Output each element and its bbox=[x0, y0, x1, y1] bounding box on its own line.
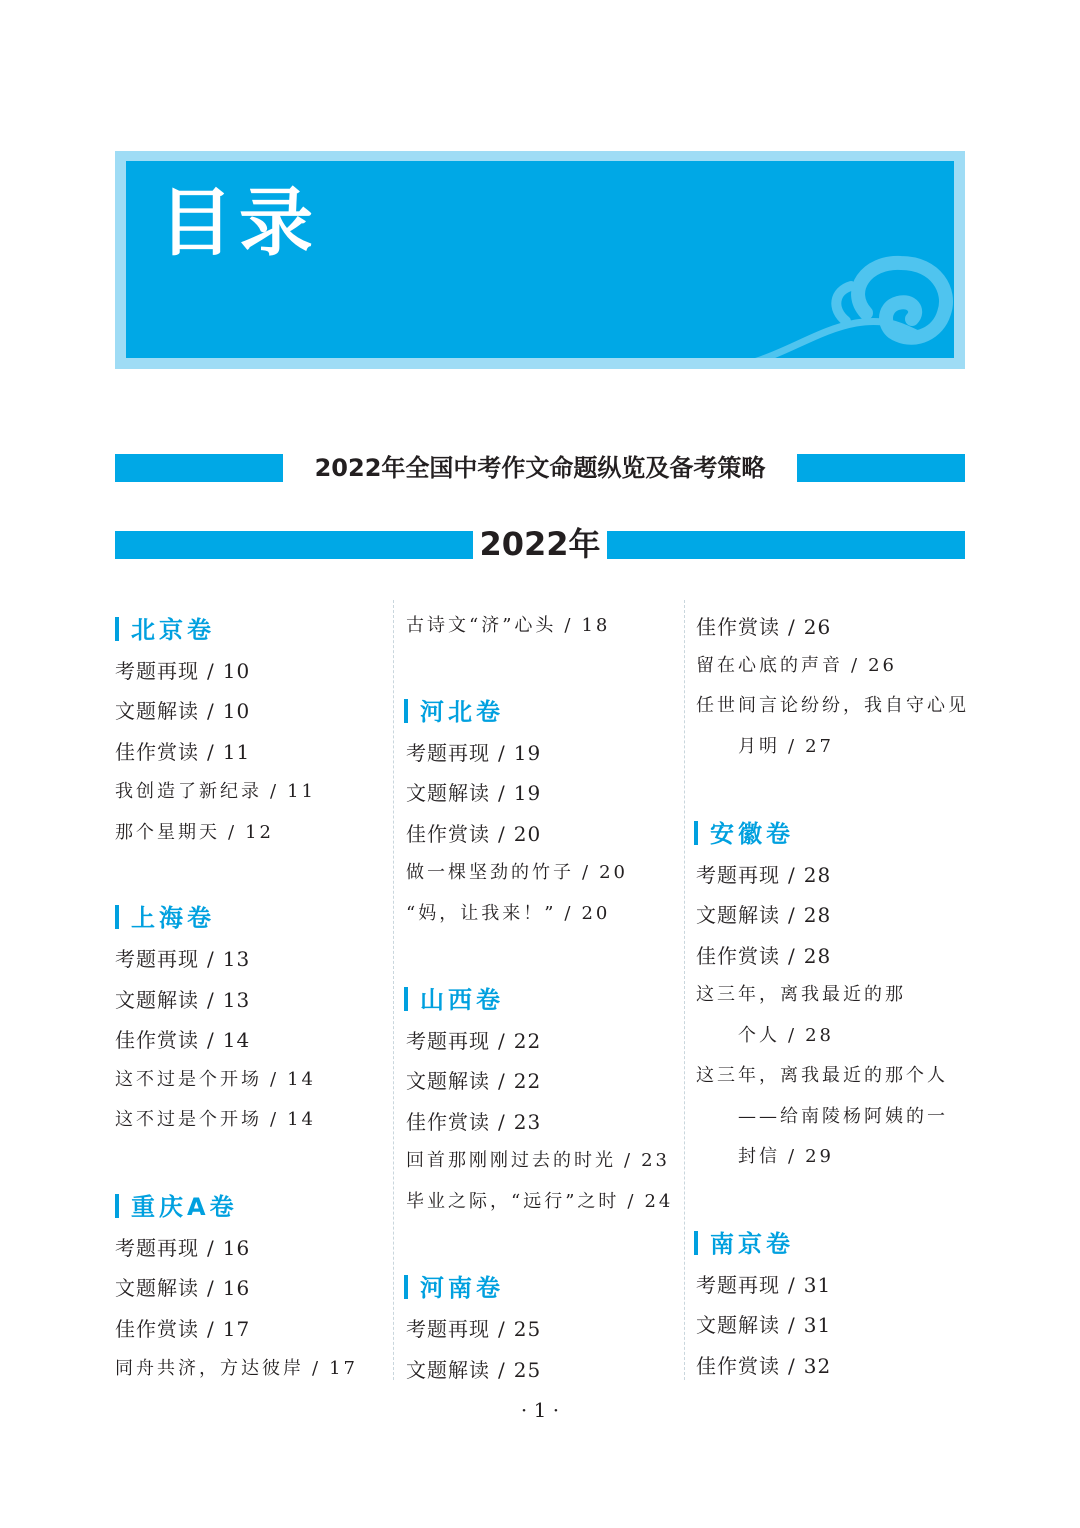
toc-entry-text: 这三年，离我最近的那 bbox=[696, 984, 906, 1005]
toc-entry-text: 文题解读 bbox=[696, 1313, 780, 1337]
toc-entry-text: 佳作赏读 bbox=[696, 944, 780, 968]
toc-entry-page: 10 bbox=[222, 699, 251, 723]
toc-entry-text: 佳作赏读 bbox=[696, 615, 780, 639]
toc-entry[interactable]: 做一棵坚劲的竹子 / 20 bbox=[406, 862, 628, 883]
year-bar-row bbox=[115, 525, 965, 564]
toc-entry-text: 佳作赏读 bbox=[696, 1354, 780, 1378]
heading-marker bbox=[404, 699, 408, 723]
toc-entry-page: 14 bbox=[287, 1069, 316, 1090]
toc-entry[interactable]: 佳作赏读 / 28 bbox=[696, 944, 832, 968]
heading-marker bbox=[404, 987, 408, 1011]
toc-entry-text: 文题解读 bbox=[696, 903, 780, 927]
toc-entry-continued[interactable]: 个人 / 28 bbox=[738, 1025, 834, 1046]
toc-entry-continued[interactable]: 月明 / 27 bbox=[738, 736, 834, 757]
toc-entry-text: 考题再现 bbox=[115, 659, 199, 683]
toc-entry-page: 20 bbox=[513, 822, 542, 846]
toc-entry[interactable] bbox=[696, 691, 969, 717]
year-bar-label: 2022年 bbox=[473, 525, 606, 563]
toc-entry[interactable]: 回首那刚刚过去的时光 / 23 bbox=[406, 1150, 670, 1171]
heading-marker bbox=[694, 1231, 698, 1255]
year-bar-text bbox=[115, 526, 965, 562]
toc-entry-page: 19 bbox=[513, 781, 542, 805]
toc-entry-text: 这三年，离我最近的那个人 bbox=[696, 1065, 948, 1086]
section-heading-henan bbox=[404, 1268, 504, 1303]
toc-entry-text: “妈，让我来！” bbox=[406, 903, 557, 924]
section-heading-label: 重庆A卷 bbox=[131, 1193, 238, 1221]
toc-entry-page: 16 bbox=[222, 1276, 251, 1300]
section-heading-label: 河南卷 bbox=[420, 1274, 504, 1302]
toc-entry-page: 16 bbox=[222, 1236, 251, 1260]
toc-entry-text: 考题再现 bbox=[115, 947, 199, 971]
toc-entry-text: 那个星期天 bbox=[115, 822, 220, 843]
section-heading-label: 北京卷 bbox=[131, 616, 215, 644]
toc-entry-page: 11 bbox=[287, 781, 316, 802]
toc-entry-page: 26 bbox=[803, 615, 832, 639]
toc-entry-page: 13 bbox=[222, 947, 251, 971]
toc-entry[interactable]: 毕业之际，“远行”之时 / 24 bbox=[406, 1191, 674, 1212]
toc-entry[interactable]: 文题解读 / 25 bbox=[406, 1358, 542, 1382]
toc-entry-page: 31 bbox=[803, 1313, 832, 1337]
toc-entry-page: 18 bbox=[581, 615, 611, 636]
section-heading-label: 河北卷 bbox=[420, 698, 504, 726]
toc-entry-page: 32 bbox=[803, 1354, 832, 1378]
section-heading-beijing bbox=[115, 610, 215, 645]
toc-entry-text: 考题再现 bbox=[406, 741, 490, 765]
title-banner-inner bbox=[126, 161, 954, 358]
toc-entry[interactable]: 古诗文“济”心头 / 18 bbox=[406, 615, 611, 636]
toc-entry[interactable]: 佳作赏读 / 23 bbox=[406, 1110, 542, 1134]
toc-entry[interactable]: 文题解读 / 10 bbox=[115, 699, 251, 723]
toc-entry[interactable]: 这不过是个开场 / 14 bbox=[115, 1109, 316, 1130]
toc-entry-text: 这不过是个开场 bbox=[115, 1069, 262, 1090]
toc-entry-page: 29 bbox=[805, 1146, 834, 1167]
toc-entry[interactable]: 佳作赏读 / 32 bbox=[696, 1354, 832, 1378]
toc-entry[interactable]: 留在心底的声音 / 26 bbox=[696, 655, 897, 676]
toc-entry-text: 做一棵坚劲的竹子 bbox=[406, 862, 574, 883]
toc-entry-text: 毕业之际，“远行”之时 bbox=[406, 1191, 620, 1212]
toc-entry-page: 10 bbox=[222, 659, 251, 683]
toc-entry[interactable]: 考题再现 / 22 bbox=[406, 1029, 542, 1053]
toc-entry-page: 31 bbox=[803, 1273, 832, 1297]
toc-entry[interactable]: 那个星期天 / 12 bbox=[115, 822, 274, 843]
toc-entry[interactable]: 佳作赏读 / 11 bbox=[115, 740, 251, 764]
toc-entry-page: 12 bbox=[245, 822, 274, 843]
toc-entry-page: 28 bbox=[803, 903, 832, 927]
page-number: · 1 · bbox=[520, 1398, 560, 1422]
toc-entry-continued[interactable] bbox=[738, 1102, 948, 1128]
toc-entry[interactable]: 文题解读 / 16 bbox=[115, 1276, 251, 1300]
column-divider bbox=[684, 600, 685, 1380]
toc-entry-page: 27 bbox=[805, 736, 834, 757]
toc-entry-page: 11 bbox=[222, 740, 251, 764]
title-banner bbox=[115, 151, 965, 369]
toc-entry[interactable]: 文题解读 / 22 bbox=[406, 1069, 542, 1093]
toc-entry[interactable]: 考题再现 / 28 bbox=[696, 863, 832, 887]
toc-entry-page: 28 bbox=[805, 1025, 834, 1046]
toc-entry[interactable] bbox=[696, 1061, 948, 1087]
toc-entry-text: ——给南陵杨阿姨的一 bbox=[738, 1106, 948, 1127]
section-heading-shanghai bbox=[115, 898, 215, 933]
toc-entry[interactable]: 佳作赏读 / 14 bbox=[115, 1028, 251, 1052]
heading-marker bbox=[115, 1194, 119, 1218]
section-heading-anhui bbox=[694, 814, 794, 849]
section-heading-shanxi bbox=[404, 980, 504, 1015]
toc-entry-text: 月明 bbox=[738, 736, 780, 757]
toc-entry-page: 28 bbox=[803, 944, 832, 968]
toc-entry-text: 文题解读 bbox=[115, 699, 199, 723]
heading-marker bbox=[694, 821, 698, 845]
toc-entry-page: 23 bbox=[641, 1150, 670, 1171]
toc-entry-page: 19 bbox=[513, 741, 542, 765]
toc-entry-text: 考题再现 bbox=[696, 1273, 780, 1297]
toc-entry[interactable]: 同舟共济，方达彼岸 / 17 bbox=[115, 1358, 358, 1379]
section-heading-label: 上海卷 bbox=[131, 904, 215, 932]
toc-entry-text: 佳作赏读 bbox=[115, 1317, 199, 1341]
toc-entry[interactable]: 考题再现 / 13 bbox=[115, 947, 251, 971]
toc-entry-page: 23 bbox=[513, 1110, 542, 1134]
toc-entry-page: 20 bbox=[599, 862, 628, 883]
heading-marker bbox=[115, 905, 119, 929]
toc-entry[interactable] bbox=[696, 980, 906, 1006]
toc-entry-page: 13 bbox=[222, 988, 251, 1012]
toc-entry-text: 文题解读 bbox=[406, 1069, 490, 1093]
toc-entry-page: 25 bbox=[513, 1317, 542, 1341]
toc-entry-page: 24 bbox=[644, 1191, 674, 1212]
toc-entry-text: 佳作赏读 bbox=[115, 740, 199, 764]
section-heading-chongqing bbox=[115, 1187, 238, 1222]
toc-entry-page: 28 bbox=[803, 863, 832, 887]
toc-entry-text: 任世间言论纷纷，我自守心见 bbox=[696, 695, 969, 716]
toc-entry-text: 考题再现 bbox=[696, 863, 780, 887]
toc-entry[interactable]: 文题解读 / 28 bbox=[696, 903, 832, 927]
toc-entry-page: 17 bbox=[329, 1358, 358, 1379]
toc-entry[interactable]: 佳作赏读 / 26 bbox=[696, 615, 832, 639]
toc-entry-text: 文题解读 bbox=[115, 1276, 199, 1300]
toc-entry-text: 考题再现 bbox=[115, 1236, 199, 1260]
toc-entry-text: 封信 bbox=[738, 1146, 780, 1167]
toc-entry-text: 同舟共济，方达彼岸 bbox=[115, 1358, 304, 1379]
toc-entry-page: 26 bbox=[868, 655, 897, 676]
toc-entry-text: 佳作赏读 bbox=[406, 822, 490, 846]
toc-entry[interactable]: 这不过是个开场 / 14 bbox=[115, 1069, 316, 1090]
subtitle-bar-text bbox=[115, 452, 965, 484]
toc-entry[interactable]: 文题解读 / 19 bbox=[406, 781, 542, 805]
toc-entry-text: 佳作赏读 bbox=[115, 1028, 199, 1052]
heading-marker bbox=[404, 1275, 408, 1299]
toc-entry-text: 留在心底的声音 bbox=[696, 655, 843, 676]
toc-entry-page: 17 bbox=[222, 1317, 251, 1341]
toc-entry[interactable]: 考题再现 / 10 bbox=[115, 659, 251, 683]
cloud-ornament-icon bbox=[716, 251, 954, 358]
toc-entry[interactable]: 文题解读 / 13 bbox=[115, 988, 251, 1012]
toc-entry-page: 14 bbox=[222, 1028, 251, 1052]
toc-entry[interactable]: 考题再现 / 19 bbox=[406, 741, 542, 765]
section-heading-label: 山西卷 bbox=[420, 986, 504, 1014]
subtitle-bar-row bbox=[115, 452, 965, 484]
heading-marker bbox=[115, 617, 119, 641]
toc-entry-text: 考题再现 bbox=[406, 1029, 490, 1053]
toc-entry[interactable]: 考题再现 / 25 bbox=[406, 1317, 542, 1341]
toc-entry[interactable]: 我创造了新纪录 / 11 bbox=[115, 781, 316, 802]
toc-entry[interactable]: 文题解读 / 31 bbox=[696, 1313, 832, 1337]
toc-entry-text: 文题解读 bbox=[406, 1358, 490, 1382]
toc-entry-page: 20 bbox=[581, 903, 611, 924]
toc-entry[interactable]: 佳作赏读 / 20 bbox=[406, 822, 542, 846]
toc-entry-text: 个人 bbox=[738, 1025, 780, 1046]
toc-entry-text: 我创造了新纪录 bbox=[115, 781, 262, 802]
toc-entry-text: 这不过是个开场 bbox=[115, 1109, 262, 1130]
toc-entry-text: 古诗文“济”心头 bbox=[406, 615, 557, 636]
toc-entry-text: 考题再现 bbox=[406, 1317, 490, 1341]
toc-entry-text: 回首那刚刚过去的时光 bbox=[406, 1150, 616, 1171]
toc-entry-continued[interactable]: 封信 / 29 bbox=[738, 1146, 834, 1167]
column-divider bbox=[393, 600, 394, 1380]
section-heading-hebei bbox=[404, 692, 504, 727]
toc-entry-page: 22 bbox=[513, 1069, 542, 1093]
section-heading-label: 南京卷 bbox=[710, 1230, 794, 1258]
section-heading-nanjing bbox=[694, 1224, 794, 1259]
toc-entry-page: 25 bbox=[513, 1358, 542, 1382]
toc-entry-page: 14 bbox=[287, 1109, 316, 1130]
toc-entry[interactable]: 考题再现 / 16 bbox=[115, 1236, 251, 1260]
toc-entry[interactable]: “妈，让我来！” / 20 bbox=[406, 903, 611, 924]
page-title: 目录 bbox=[159, 180, 319, 266]
subtitle-bar-label: 2022年全国中考作文命题纵览及备考策略 bbox=[309, 454, 772, 482]
toc-entry[interactable]: 考题再现 / 31 bbox=[696, 1273, 832, 1297]
toc-entry[interactable]: 佳作赏读 / 17 bbox=[115, 1317, 251, 1341]
toc-entry-text: 文题解读 bbox=[115, 988, 199, 1012]
section-heading-label: 安徽卷 bbox=[710, 820, 794, 848]
toc-entry-text: 文题解读 bbox=[406, 781, 490, 805]
toc-entry-text: 佳作赏读 bbox=[406, 1110, 490, 1134]
toc-entry-page: 22 bbox=[513, 1029, 542, 1053]
